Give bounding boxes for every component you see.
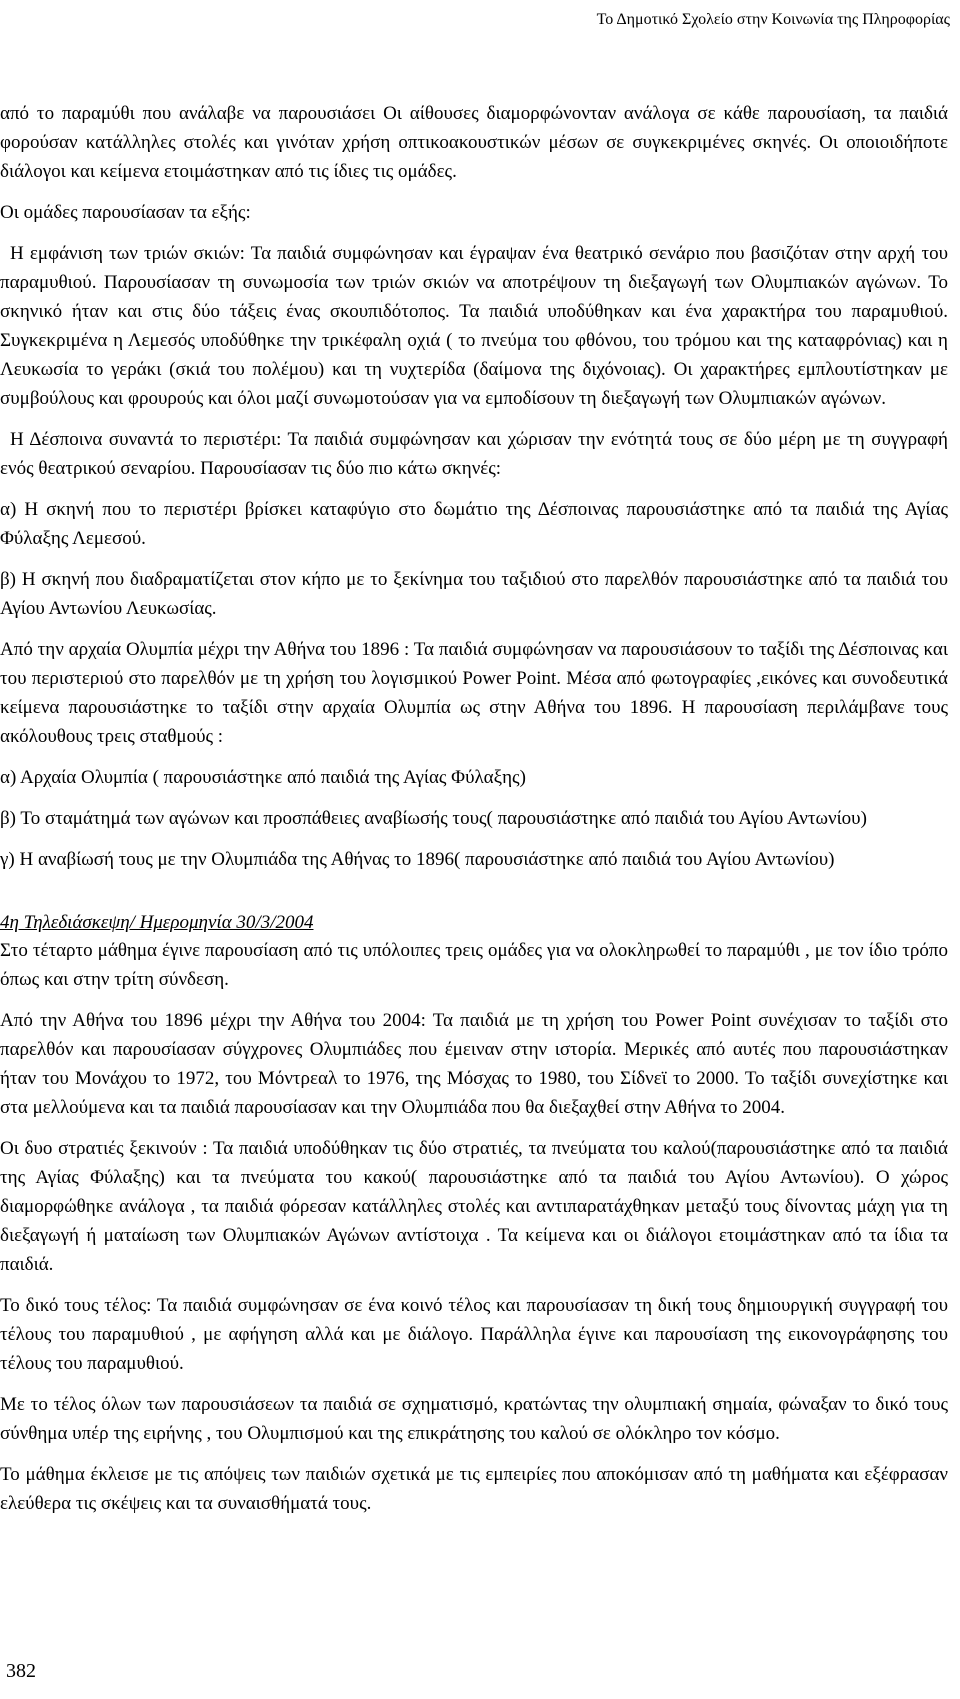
paragraph-their-own-ending: Το δικό τους τέλος: Τα παιδιά συμφώνησαν σε ένα κοινό τέλος και παρουσίασαν τη δική τους δημιουργική συγγραφή του τέλους του παραμυθιού , με αφήγηση αλλά και με διάλογο. Παράλληλα έγινε και παρουσίαση της εικονογράφησης του τέλους του παραμυθιού. — [0, 1295, 948, 1374]
paragraph-station-b: β) Το σταμάτημά των αγώνων και προσπάθειες αναβίωσής τους( παρουσιάστηκε από παιδιά του Αγίου Αντωνίου) — [0, 808, 867, 829]
page-number: 382 — [6, 1660, 36, 1682]
paragraph-lesson-closing: Το μάθημα έκλεισε με τις απόψεις των παιδιών σχετικά με τις εμπειρίες που αποκόμισαν από τη μαθήματα και εξέφρασαν ελεύθερα τις σκέψεις και τα συναισθήματά τους. — [0, 1464, 948, 1514]
paragraph-intro: από το παραμύθι που ανάλαβε να παρουσιάσει Οι αίθουσες διαμορφώνονταν ανάλογα σε κάθε παρουσίαση, τα παιδιά φορούσαν κατάλληλες στολές και γινόταν χρήση οπτικοακουστικών μέσων σε συγκεκριμένες σκηνές. Οι οποιοιδήποτε διάλογοι και κείμενα ετοιμάστηκαν από τις ίδιες τις ομάδες. — [0, 103, 948, 182]
paragraph-groups-presented: Οι ομάδες παρουσίασαν τα εξής: — [0, 202, 251, 223]
paragraph-athens-1896-to-2004: Από την Αθήνα του 1896 μέχρι την Αθήνα του 2004: Τα παιδιά με τη χρήση του Power Point συνέχισαν το ταξίδι στο παρελθόν και παρουσίασαν σύγχρονες Ολυμπιάδες που έμειναν στην ιστορία. Μερικές από αυτές που παρουσιάστηκαν ήταν του Μονάχου το 1972, του Μόντρεαλ το 1976, της Μόσχας το 1980, του Σίδνεϊ το 2000. Το ταξίδι συνεχίστηκε και στα μελλούμενα και τα παιδιά παρουσίασαν και την Ολυμπιάδα που θα διεξαχθεί στην Αθήνα το 2004. — [0, 1010, 948, 1118]
paragraph-three-shadows: Η εμφάνιση των τριών σκιών: Τα παιδιά συμφώνησαν και έγραψαν ένα θεατρικό σενάριο που βασιζόταν στην αρχή του παραμυθιού. Παρουσίασαν τη συνωμοσία των τριών σκιών να αποτρέψουν τη διεξαγωγή των Ολυμπιακών αγώνων. Το σκηνικό ήταν και στις δύο τάξεις ένας σκουπιδότοπος. Τα παιδιά υποδύθηκαν και ένα χαρακτήρα του παραμυθιού. Συγκεκριμένα η Λεμεσός υποδύθηκε την τρικέφαλη οχιά ( το πνεύμα του φθόνου, του τρόμου και της καταφρόνιας) και η Λευκωσία το γεράκι (σκιά του πολέμου) και τη νυχτερίδα (δαίμονα της διχόνοιας). Οι χαρακτήρες εμπλουτίστηκαν με συμβούλους και φρουρούς και όλοι μαζί συνωμοτούσαν για να εμποδίσουν τη διεξαγωγή των Ολυμπιακών αγώνων. — [0, 243, 948, 409]
paragraph-fourth-lesson: Στο τέταρτο μάθημα έγινε παρουσίαση από τις υπόλοιπες τρεις ομάδες για να ολοκληρωθεί το παραμύθι , με τον ίδιο τρόπο όπως και στην τρίτη σύνδεση. — [0, 940, 948, 990]
paragraph-two-armies: Οι δυο στρατιές ξεκινούν : Τα παιδιά υποδύθηκαν τις δύο στρατιές, τα πνεύματα του καλού(παρουσιάστηκε από τα παιδιά της Αγίας Φύλαξης) και τα πνεύματα του κακού( παρουσιάστηκε από τα παιδιά του Αγίου Αντωνίου). Ο χώρος διαμορφώθηκε ανάλογα , τα παιδιά φόρεσαν κατάλληλες στολές και αντιπαρατάχθηκαν μεταξύ τους δίνοντας μάχη για τη διεξαγωγή ή ματαίωση των Ολυμπιακών Αγώνων αντίστοιχα . Τα κείμενα και οι διάλογοι ετοιμάστηκαν από τα ίδια τα παιδιά. — [0, 1138, 948, 1275]
paragraph-closing-slogan: Με το τέλος όλων των παρουσιάσεων τα παιδιά σε σχηματισμό, κρατώντας την ολυμπιακή σημαία, φώναξαν το δικό τους σύνθημα υπέρ της ειρήνης , του Ολυμπισμού και της επικράτησης του καλού σε ολόκληρο τον κόσμο. — [0, 1394, 948, 1444]
paragraph-scene-a: α) Η σκηνή που το περιστέρι βρίσκει καταφύγιο στο δωμάτιο της Δέσποινας παρουσιάστηκε από τα παιδιά της Αγίας Φύλαξης Λεμεσού. — [0, 499, 948, 549]
section-heading-fourth-conference: 4η Τηλεδιάσκεψη/ Ημερομηνία 30/3/2004 — [0, 912, 314, 933]
paragraph-scene-b: β) Η σκηνή που διαδραματίζεται στον κήπο με το ξεκίνημα του ταξιδιού στο παρελθόν παρουσιάστηκε από τα παιδιά του Αγίου Αντωνίου Λευκωσίας. — [0, 569, 948, 619]
running-header: Το Δημοτικό Σχολείο στην Κοινωνία της Πληροφορίας — [596, 11, 950, 28]
paragraph-olympia-to-athens-1896: Από την αρχαία Ολυμπία μέχρι την Αθήνα του 1896 : Τα παιδιά συμφώνησαν να παρουσιάσουν το ταξίδι της Δέσποινας και του περιστεριού στο παρελθόν με τη χρήση του λογισμικού Power Point. Μέσα από φωτογραφίες ,εικόνες και συνοδευτικά κείμενα παρουσιάστηκε το ταξίδι στην αρχαία Ολυμπία ως στην Αθήνα του 1896. Η παρουσίαση περιλάμβανε τους ακόλουθους τρεις σταθμούς : — [0, 639, 948, 747]
paragraph-station-c: γ) Η αναβίωσή τους με την Ολυμπιάδα της Αθήνας το 1896( παρουσιάστηκε από παιδιά του Αγίου Αντωνίου) — [0, 849, 835, 870]
body-text — [0, 99, 948, 1530]
paragraph-despoina-dove: Η Δέσποινα συναντά το περιστέρι: Τα παιδιά συμφώνησαν και χώρισαν την ενότητά τους σε δύο μέρη με τη συγγραφή ενός θεατρικού σεναρίου. Παρουσίασαν τις δύο πιο κάτω σκηνές: — [0, 429, 948, 479]
paragraph-station-a: α) Αρχαία Ολυμπία ( παρουσιάστηκε από παιδιά της Αγίας Φύλαξης) — [0, 767, 526, 788]
